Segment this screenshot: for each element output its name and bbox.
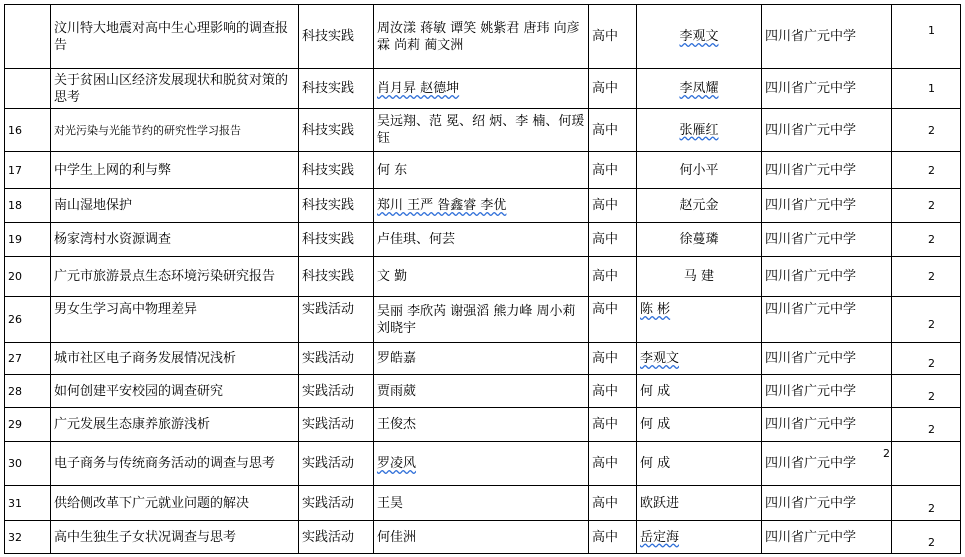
row-number [5,5,51,69]
school-level: 高中 [589,521,637,554]
project-title: 汶川特大地震对高中生心理影响的调查报告 [51,5,299,69]
advisor-name: 岳定海 [640,529,680,545]
grade-cell [892,152,961,189]
advisor: 马 建 [637,257,762,297]
school-level: 高中 [589,109,637,152]
project-title: 广元发展生态康养旅游浅析 [51,408,299,442]
project-title: 电子商务与传统商务活动的调查与思考 [51,442,299,486]
row-number: 17 [5,152,51,189]
school-level: 高中 [589,442,637,486]
grade-cell [892,189,961,223]
advisor-name: 张雁红 [679,122,719,138]
grade: 2 [928,318,935,331]
school-level: 高中 [589,343,637,375]
advisor [637,109,762,152]
authors: 周汝漾 蒋敏 谭笑 姚紫君 唐玮 向彦霖 尚莉 蔺文洲 [374,5,589,69]
grade-cell [892,521,961,554]
row-number: 26 [5,297,51,343]
advisor-name: 李观文 [679,29,719,44]
project-type: 实践活动 [299,375,374,408]
project-title: 男女生学习高中物理差异 [51,297,299,343]
grade: 2 [928,199,935,212]
row-number: 16 [5,109,51,152]
row-number: 19 [5,223,51,257]
authors: 卢佳琪、何芸 [374,223,589,257]
grade: 2 [928,163,935,177]
project-type: 实践活动 [299,521,374,554]
advisor: 何小平 [637,152,762,189]
row-number: 32 [5,521,51,554]
school: 四川省广元中学 [762,5,892,69]
project-type: 实践活动 [299,486,374,521]
school: 四川省广元中学 [762,343,892,375]
advisor: 欧跃进 [637,486,762,521]
table-row [5,486,961,521]
school-level: 高中 [589,152,637,189]
school-level: 高中 [589,223,637,257]
grade-cell [892,223,961,257]
project-type: 科技实践 [299,257,374,297]
project-type: 科技实践 [299,189,374,223]
row-number: 20 [5,257,51,297]
school-level: 高中 [589,257,637,297]
school-level: 高中 [589,297,637,343]
project-title: 杨家湾村水资源调查 [51,223,299,257]
grade: 2 [928,389,935,403]
authors: 贾雨葳 [374,375,589,408]
advisor-name: 李凤耀 [679,81,719,96]
school: 四川省广元中学 [762,69,892,109]
table-row [5,375,961,408]
advisor: 何 成 [637,408,762,442]
project-title: 南山湿地保护 [51,189,299,223]
grade: 1 [928,82,935,95]
project-title: 城市社区电子商务发展情况浅析 [51,343,299,375]
grade: 2 [928,233,935,246]
project-title: 中学生上网的利与弊 [51,152,299,189]
school: 四川省广元中学 [762,375,892,408]
row-number: 29 [5,408,51,442]
grade-cell [892,69,961,109]
project-type: 实践活动 [299,442,374,486]
authors: 吴远翔、范 冕、绍 炳、李 楠、何瑗钰 [374,109,589,152]
school-level: 高中 [589,486,637,521]
advisor [637,5,762,69]
authors: 何 东 [374,152,589,189]
row-number: 28 [5,375,51,408]
authors: 罗皓嘉 [374,343,589,375]
advisor: 何 成 [637,375,762,408]
project-type: 科技实践 [299,109,374,152]
awards-table [4,4,961,554]
project-type: 科技实践 [299,69,374,109]
authors: 吴丽 李欣芮 谢强滔 熊力峰 周小莉 刘晓宇 [374,297,589,343]
project-title: 广元市旅游景点生态环境污染研究报告 [51,257,299,297]
grade-cell [892,5,961,69]
school: 四川省广元中学 [762,297,892,343]
row-number: 31 [5,486,51,521]
grade: 2 [928,357,935,370]
school: 四川省广元中学 [762,521,892,554]
school-level: 高中 [589,408,637,442]
table-row [5,109,961,152]
school: 四川省广元中学 [762,152,892,189]
school: 四川省广元中学 [762,442,892,486]
school: 四川省广元中学 [762,223,892,257]
school-level: 高中 [589,189,637,223]
authors: 王俊杰 [374,408,589,442]
table-row [5,297,961,343]
authors: 何佳洲 [374,521,589,554]
project-title: 如何创建平安校园的调查研究 [51,375,299,408]
authors: 王昊 [374,486,589,521]
grade: 1 [928,24,935,37]
row-number: 27 [5,343,51,375]
authors-text: 罗凌风 [377,456,417,471]
school-level: 高中 [589,69,637,109]
advisor: 何 成 [637,442,762,486]
table-row [5,152,961,189]
project-title: 供给侧改革下广元就业问题的解决 [51,486,299,521]
advisor-name: 李观文 [640,351,680,366]
advisor [637,69,762,109]
school-level: 高中 [589,5,637,69]
table-row [5,521,961,554]
grade-cell [892,109,961,152]
school-level: 高中 [589,375,637,408]
school: 四川省广元中学 [762,109,892,152]
grade-cell [892,257,961,297]
table-row [5,223,961,257]
grade: 2 [928,123,935,137]
table-row [5,69,961,109]
grade-cell [892,408,961,442]
table-row [5,442,961,486]
grade: 2 [928,501,935,515]
row-number: 30 [5,442,51,486]
school: 四川省广元中学 [762,408,892,442]
advisor: 赵元金 [637,189,762,223]
school: 四川省广元中学 [762,189,892,223]
table-row [5,189,961,223]
project-type: 科技实践 [299,152,374,189]
project-type: 实践活动 [299,408,374,442]
advisor-name: 陈 彬 [640,302,671,317]
advisor [637,343,762,375]
project-title: 关于贫困山区经济发展现状和脱贫对策的思考 [51,69,299,109]
grade-cell [892,486,961,521]
grade: 2 [928,535,935,549]
table-row [5,5,961,69]
school: 四川省广元中学 [762,257,892,297]
authors: 文 勤 [374,257,589,297]
row-number: 18 [5,189,51,223]
row-number [5,69,51,109]
authors-text: 郑川 王严 昝鑫睿 李优 [377,198,507,213]
table-row [5,257,961,297]
grade: 2 [883,447,890,460]
advisor: 徐蔓璘 [637,223,762,257]
advisor [637,297,762,343]
project-type: 科技实践 [299,5,374,69]
grade: 2 [928,423,935,436]
authors [374,69,589,109]
school: 四川省广元中学 [762,486,892,521]
table-row [5,343,961,375]
grade-cell [892,343,961,375]
grade: 2 [928,270,935,283]
project-type: 实践活动 [299,297,374,343]
grade-cell [892,375,961,408]
authors [374,189,589,223]
table-row [5,408,961,442]
authors [374,442,589,486]
authors-text: 肖月昇 赵德坤 [377,81,460,96]
grade-cell [883,442,961,486]
project-type: 科技实践 [299,223,374,257]
grade-cell [892,297,961,343]
project-type: 实践活动 [299,343,374,375]
project-title: 对光污染与光能节约的研究性学习报告 [51,109,299,152]
advisor [637,521,762,554]
project-title: 高中生独生子女状况调查与思考 [51,521,299,554]
